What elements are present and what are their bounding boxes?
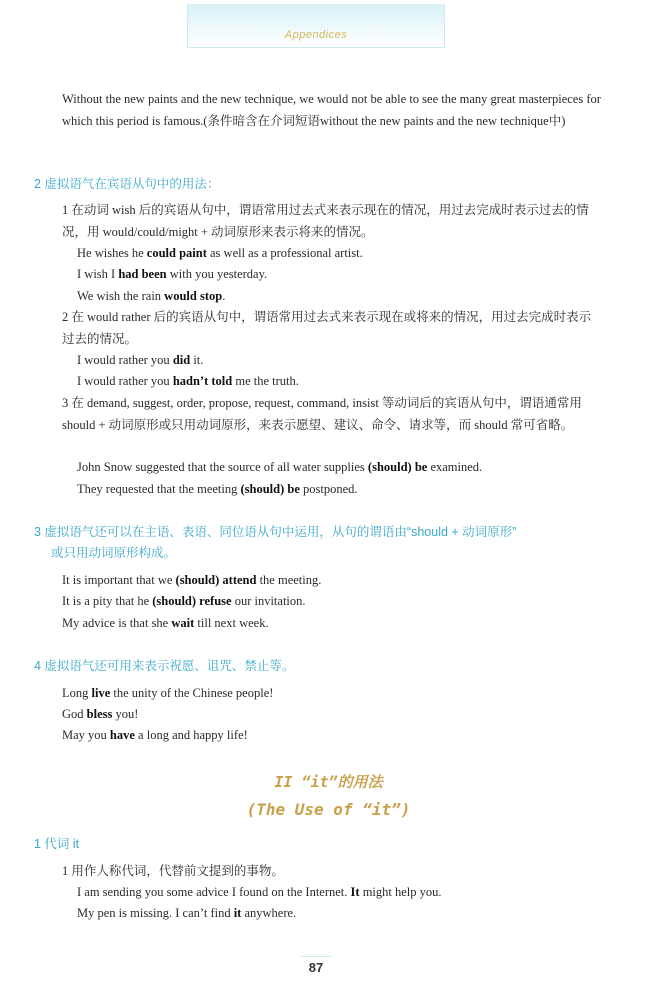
example-sentence: Long live the unity of the Chinese people!	[62, 686, 274, 700]
section-4-heading: 4 虚拟语气还可用来表示祝愿、诅咒、禁止等。	[34, 659, 295, 673]
example-sentence: They requested that the meeting (should) be postponed.	[77, 482, 358, 496]
section-2-item-3: 3 在 demand, suggest, order, propose, request, command, insist 等动词后的宾语从句中，谓语通常用 should + 动词原形或只用动词原形，来表示愿望、建议、命令、请求等，而 should 常可省略。	[62, 396, 582, 432]
example-sentence: My pen is missing. I can’t find it anywhere.	[77, 906, 297, 920]
example-sentence: I would rather you did it.	[77, 353, 204, 367]
page-number: 87	[308, 960, 324, 975]
part-2-subtitle: (The Use of “it”)	[246, 800, 411, 819]
example-sentence: May you have a long and happy life!	[62, 728, 248, 742]
example-sentence: He wishes he could paint as well as a professional artist.	[77, 246, 363, 260]
example-sentence: It is important that we (should) attend the meeting.	[62, 573, 322, 587]
it-section-heading: 1 代词 it	[34, 837, 80, 851]
example-sentence: It is a pity that he (should) refuse our invitation.	[62, 594, 306, 608]
example-sentence: My advice is that she wait till next week.	[62, 616, 269, 630]
example-sentence: I would rather you hadn’t told me the truth.	[77, 374, 299, 388]
header-tab-label: Appendices	[284, 29, 348, 41]
example-sentence: God bless you!	[62, 707, 139, 721]
appendices-header-tab	[187, 4, 445, 48]
part-2-title: II “it”的用法	[274, 773, 383, 791]
it-section-item-1: 1 用作人称代词，代替前文提到的事物。	[62, 864, 284, 878]
example-sentence: I wish I had been with you yesterday.	[77, 267, 268, 281]
section-3-heading-continued: 或只用动词原形构成。	[51, 546, 177, 560]
section-2-item-2: 2 在 would rather 后的宾语从句中，谓语常用过去式来表示现在或将来的情况，用过去完成时表示过去的情况。	[62, 310, 592, 346]
intro-paragraph: Without the new paints and the new technique, we would not be able to see the many great masterpieces for which this period is famous.(条件暗含在介词短语without the new paints and the new technique中)	[62, 92, 601, 128]
page-number-box	[301, 956, 331, 979]
example-sentence: John Snow suggested that the source of all water supplies (should) be examined.	[77, 460, 483, 474]
example-sentence: I am sending you some advice I found on the Internet. It might help you.	[77, 885, 442, 899]
example-sentence: We wish the rain would stop.	[77, 289, 226, 303]
section-2-heading: 2 虚拟语气在宾语从句中的用法：	[34, 177, 220, 191]
section-2-item-1: 1 在动词 wish 后的宾语从句中，谓语常用过去式来表示现在的情况，用过去完成时表示过去的情况，用 would/could/might + 动词原形来表示将来的情况。	[62, 203, 589, 239]
section-3-heading: 3 虚拟语气还可以在主语、表语、同位语从句中运用，从句的谓语由“should + 动词原形”	[34, 525, 517, 539]
